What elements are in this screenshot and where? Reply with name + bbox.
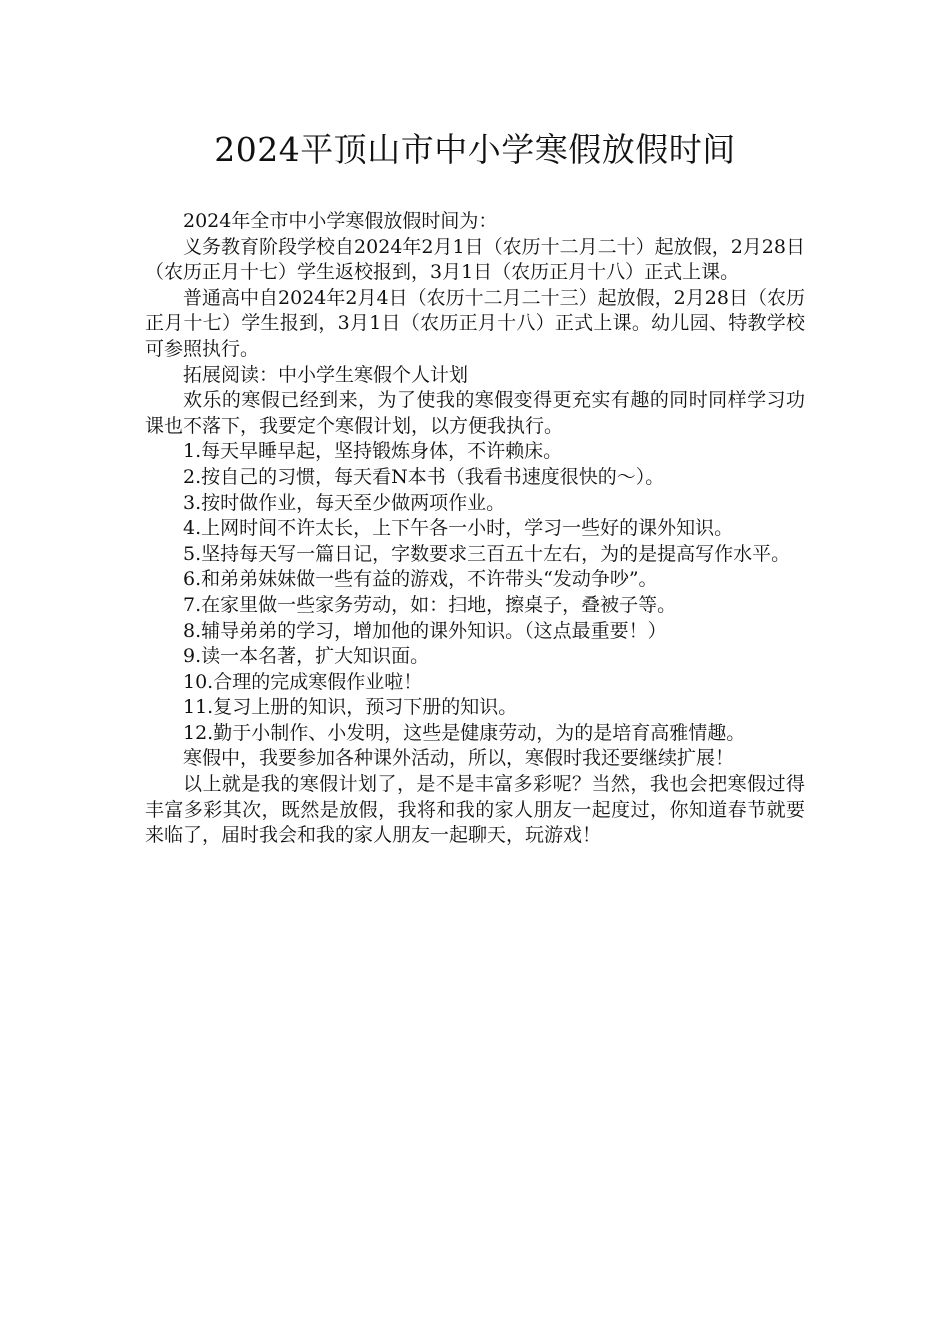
document-page [145, 125, 805, 849]
plan-item-11: 11.复习上册的知识，预习下册的知识。 [183, 696, 518, 719]
paragraph-conclusion: 以上就是我的寒假计划了，是不是丰富多彩呢？当然，我也会把寒假过得丰富多彩其次，既然是放假，我将和我的家人朋友一起度过，你知道春节就要来临了，届时我会和我的家人朋友一起聊天，玩游戏！ [145, 773, 805, 847]
paragraph-plan-intro: 欢乐的寒假已经到来，为了使我的寒假变得更充实有趣的同时同样学习功课也不落下，我要定个寒假计划，以方便我执行。 [145, 389, 805, 437]
plan-item-3: 3.按时做作业，每天至少做两项作业。 [183, 491, 506, 514]
paragraph-extended-reading: 拓展阅读：中小学生寒假个人计划 [183, 363, 469, 386]
plan-item-8: 8.辅导弟弟的学习，增加他的课外知识。（这点最重要！） [183, 619, 667, 642]
paragraph-intro: 2024年全市中小学寒假放假时间为： [183, 210, 498, 232]
plan-item-4: 4.上网时间不许太长，上下午各一小时，学习一些好的课外知识。 [183, 517, 734, 540]
plan-item-1: 1.每天早睡早起，坚持锻炼身体，不许赖床。 [183, 440, 563, 463]
document-title: 2024平顶山市中小学寒假放假时间 [214, 130, 736, 169]
plan-item-5: 5.坚持每天写一篇日记，字数要求三百五十左右，为的是提高写作水平。 [183, 542, 791, 565]
plan-item-2: 2.按自己的习惯，每天看N本书（我看书速度很快的～）。 [183, 465, 665, 488]
paragraph-high-school: 普通高中自2024年2月4日（农历十二月二十三）起放假，2月28日（农历正月十七）学生报到，3月1日（农历正月十八）正式上课。幼儿园、特教学校可参照执行。 [145, 286, 805, 360]
plan-item-7: 7.在家里做一些家务劳动，如：扫地，擦桌子，叠被子等。 [183, 593, 677, 616]
plan-item-9: 9.读一本名著，扩大知识面。 [183, 645, 430, 668]
plan-item-6: 6.和弟弟妹妹做一些有益的游戏，不许带头“发动争吵”。 [183, 568, 658, 591]
plan-item-12: 12.勤于小制作、小发明，这些是健康劳动，为的是培育高雅情趣。 [183, 721, 746, 744]
plan-item-10: 10.合理的完成寒假作业啦！ [183, 670, 423, 693]
paragraph-compulsory-education: 义务教育阶段学校自2024年2月1日（农历十二月二十）起放假，2月28日（农历正月十七）学生返校报到，3月1日（农历正月十八）正式上课。 [145, 235, 805, 284]
paragraph-activities: 寒假中，我要参加各种课外活动，所以，寒假时我还要继续扩展！ [183, 747, 735, 770]
